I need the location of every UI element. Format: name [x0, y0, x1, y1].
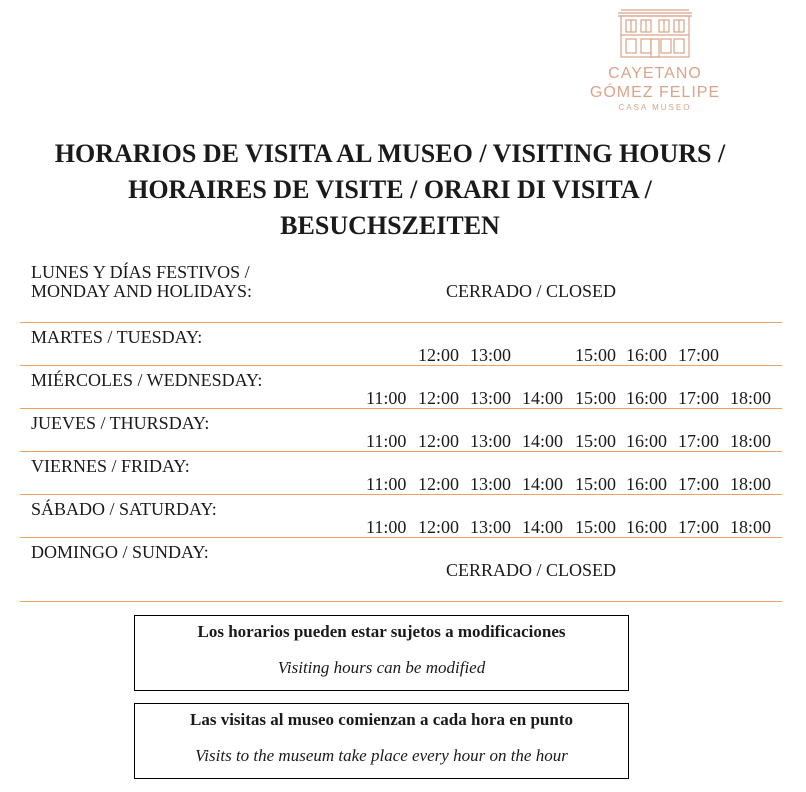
- time-slot: 14:00: [522, 388, 564, 408]
- schedule-row-wednesday: [20, 366, 782, 409]
- time-slot: 16:00: [626, 345, 668, 365]
- time-slot: 12:00: [418, 517, 460, 537]
- time-slot: 16:00: [626, 388, 668, 408]
- time-slot: 18:00: [730, 474, 772, 494]
- day-label: SÁBADO / SATURDAY:: [31, 499, 217, 519]
- day-label: MIÉRCOLES / WEDNESDAY:: [31, 370, 263, 390]
- day-label: VIERNES / FRIDAY:: [31, 456, 190, 476]
- time-slot: 13:00: [470, 517, 512, 537]
- time-slot: 14:00: [522, 517, 564, 537]
- time-slot: 18:00: [730, 388, 772, 408]
- time-slot: 16:00: [626, 517, 668, 537]
- page-title: HORARIOS DE VISITA AL MUSEO / VISITING HOURS / HORAIRES DE VISITE / ORARI DI VISITA / BESUCHSZEITEN: [54, 139, 726, 240]
- time-slot: 16:00: [626, 474, 668, 494]
- time-slot: 15:00: [575, 474, 617, 494]
- note-english: Visits to the museum take place every hour on the hour: [195, 746, 568, 765]
- schedule-row-friday: [20, 452, 782, 495]
- note-spanish: Los horarios pueden estar sujetos a modificaciones: [197, 622, 566, 641]
- note-english: Visiting hours can be modified: [277, 658, 486, 677]
- time-slot: 15:00: [575, 517, 617, 537]
- time-slot: 12:00: [418, 388, 460, 408]
- logo-subtitle: CASA MUSEO: [618, 103, 692, 112]
- time-slot: 14:00: [522, 474, 564, 494]
- time-slot: 15:00: [575, 345, 617, 365]
- day-label-line2: MONDAY AND HOLIDAYS:: [31, 281, 253, 301]
- time-slot: 16:00: [626, 431, 668, 451]
- day-label: MARTES / TUESDAY:: [31, 327, 203, 347]
- building-icon: [615, 6, 695, 58]
- schedule-row-thursday: [20, 409, 782, 452]
- time-slot: 17:00: [678, 345, 720, 365]
- logo-name-line1: CAYETANO: [608, 65, 702, 82]
- time-slot: 17:00: [678, 388, 720, 408]
- schedule-row-tuesday: [20, 323, 782, 366]
- closed-text: CERRADO / CLOSED: [446, 560, 617, 580]
- day-label: DOMINGO / SUNDAY:: [31, 542, 209, 562]
- note-box-hourly-visits: [134, 703, 629, 779]
- time-slot: 18:00: [730, 517, 772, 537]
- time-slot: 12:00: [418, 345, 460, 365]
- schedule-table: [20, 258, 782, 602]
- time-slot: 18:00: [730, 431, 772, 451]
- note-spanish: Las visitas al museo comienzan a cada hora en punto: [190, 710, 573, 729]
- museum-logo: [570, 6, 740, 118]
- time-slot: 11:00: [366, 388, 407, 408]
- time-slot: 13:00: [470, 474, 512, 494]
- day-label: JUEVES / THURSDAY:: [31, 413, 210, 433]
- schedule-row-sunday: [20, 538, 782, 602]
- time-slot: 12:00: [418, 474, 460, 494]
- closed-text: CERRADO / CLOSED: [446, 281, 617, 301]
- time-slot: 17:00: [678, 474, 720, 494]
- logo-name-line2: GÓMEZ FELIPE: [589, 84, 721, 101]
- time-slot: 14:00: [522, 431, 564, 451]
- time-slot: 12:00: [418, 431, 460, 451]
- note-box-modifications: [134, 615, 629, 691]
- time-slot: 13:00: [470, 431, 512, 451]
- time-slot: 17:00: [678, 517, 720, 537]
- time-slot: 11:00: [366, 431, 407, 451]
- schedule-row-saturday: [20, 495, 782, 538]
- day-label: LUNES Y DÍAS FESTIVOS /: [31, 262, 250, 282]
- time-slot: 13:00: [470, 388, 512, 408]
- time-slot: 13:00: [470, 345, 512, 365]
- time-slot: 15:00: [575, 431, 617, 451]
- time-slot: 15:00: [575, 388, 617, 408]
- time-slot: 17:00: [678, 431, 720, 451]
- time-slot: 11:00: [366, 474, 407, 494]
- time-slot: 11:00: [366, 517, 407, 537]
- schedule-row-monday: [20, 258, 782, 323]
